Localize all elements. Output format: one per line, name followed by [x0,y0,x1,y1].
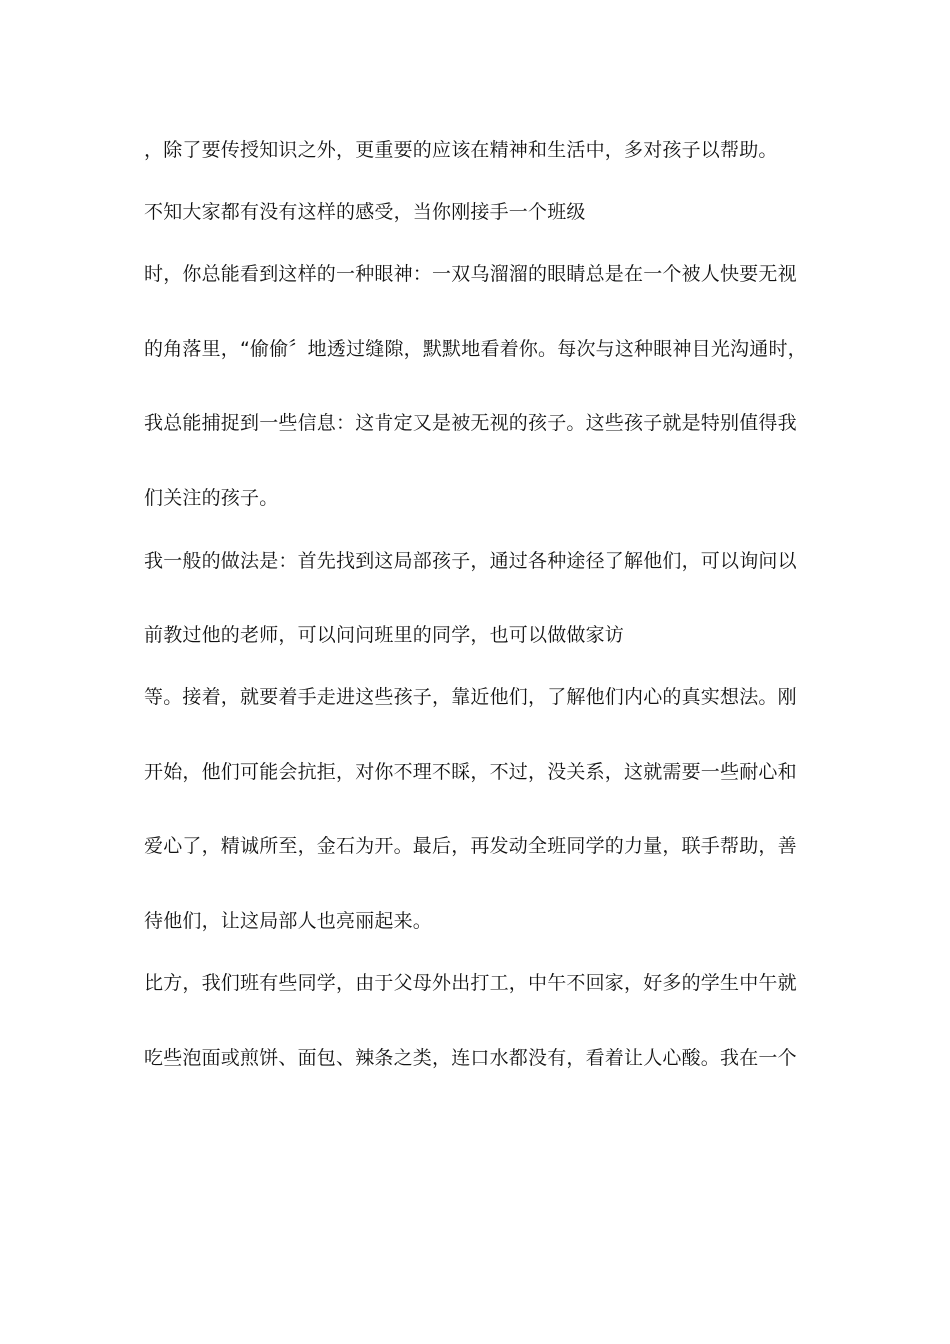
text-line: 待他们，让这局部人也亮丽起来。 [144,910,433,932]
text-line: 爱心了，精诚所至，金石为开。最后，再发动全班同学的力量，联手帮助，善 [144,835,797,857]
text-line: 们关注的孩子。 [144,487,279,509]
text-line: 的角落里，“偷偷〞地透过缝隙，默默地看着你。每次与这种眼神目光沟通时， [144,338,807,360]
text-line: 前教过他的老师，可以问问班里的同学，也可以做做家访 [144,624,625,646]
text-line: ，除了要传授知识之外，更重要的应该在精神和生活中，多对孩子以帮助。 [144,139,778,161]
text-line: 比方，我们班有些同学，由于父母外出打工，中午不回家，好多的学生中午就 [144,972,797,994]
text-line: 吃些泡面或煎饼、面包、辣条之类，连口水都没有，看着让人心酸。我在一个 [144,1047,797,1069]
text-line: 等。接着，就要着手走进这些孩子，靠近他们，了解他们内心的真实想法。刚 [144,686,797,708]
text-line: 开始，他们可能会抗拒，对你不理不睬，不过，没关系，这就需要一些耐心和 [144,761,797,783]
text-line: 我一般的做法是：首先找到这局部孩子，通过各种途径了解他们，可以询问以 [144,550,797,572]
text-line: 我总能捕捉到一些信息：这肯定又是被无视的孩子。这些孩子就是特别值得我 [144,412,797,434]
text-line: 不知大家都有没有这样的感受，当你刚接手一个班级 [144,201,586,223]
text-line: 时，你总能看到这样的一种眼神：一双乌溜溜的眼睛总是在一个被人快要无视 [144,263,797,285]
